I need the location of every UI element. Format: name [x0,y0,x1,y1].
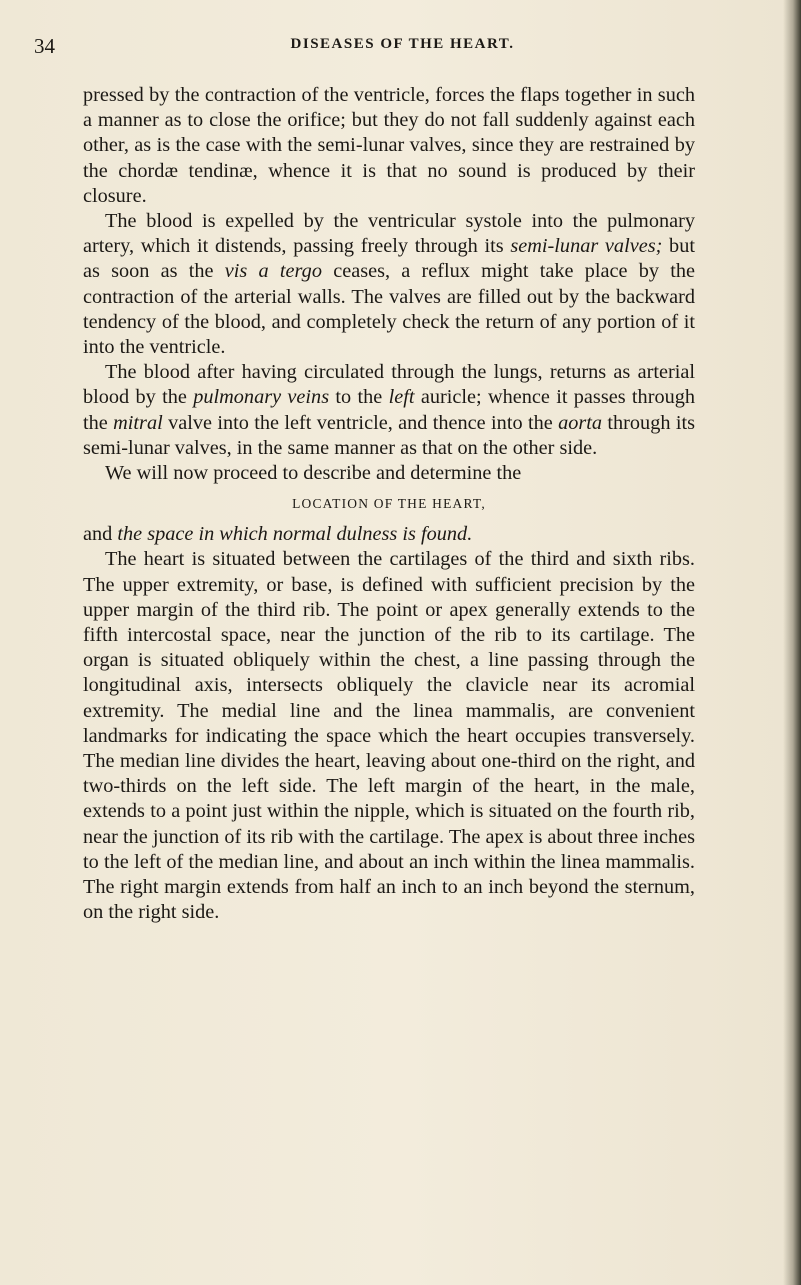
paragraph-2 [83,209,695,360]
paragraph-3-italic-4: aorta [558,411,603,434]
paragraph-5 [83,522,695,547]
paragraph-2-text-a: The blood is expelled by the ventricular systole into the pulmonary artery, which it distends, passing freely through its [83,210,695,258]
paragraph-2-italic-1: semi-lunar valves; [510,235,663,258]
paragraph-2-italic-2: vis a tergo [224,260,322,283]
paragraph-3-italic-3: mitral [113,411,163,434]
paragraph-4: We will now proceed to describe and determine the [105,462,522,485]
page-body [83,83,695,926]
section-heading: LOCATION OF THE HEART, [292,496,486,512]
paragraph-3-text-a: The blood after having circulated through the lungs, returns as arterial blood by the [83,361,695,409]
paragraph-5-text-a: and [83,523,118,546]
paragraph-3-italic-1: pulmonary veins [193,386,330,409]
paragraph-3-text-c: auricle; whence it passes through the [83,386,696,434]
paragraph-3 [83,360,695,461]
paragraph-3-italic-2: left [388,386,415,409]
paragraph-2-text-b: but as soon as the [83,235,695,283]
paragraph-1: pressed by the contraction of the ventricle, forces the flaps together in such a manner as to close the orifice; but they do not fall suddenly against each other, as is the case with the semi-lunar valves, since they are restrained by the chordæ tendinæ, whence it is that no sound is produced by their closure. [83,84,695,207]
paragraph-3-text-b: to the [329,386,389,409]
paragraph-3-text-e: through its semi-lunar valves, in the same manner as that on the other side. [83,411,695,459]
running-head: DISEASES OF THE HEART. [290,36,515,52]
page-number: 34 [34,34,55,58]
paragraph-3-text-d: valve into the left ventricle, and thence into the [162,411,559,434]
paragraph-5-italic-1: the space in which normal dulness is found. [117,523,473,546]
page-header [34,34,741,60]
paragraph-6: The heart is situated between the cartilages of the third and sixth ribs. The upper extremity, or base, is defined with sufficient precision by the upper margin of the third rib. The point or apex generally extends to the fifth intercostal space, near the junction of the rib to its cartilage. The organ is situated obliquely within the chest, a line passing through the longitudinal axis, intersects obliquely the clavicle near its acromial extremity. The medial line and the linea mammalis, are convenient landmarks for indicating the space which the heart occupies transversely. The median line divides the heart, leaving about one-third on the right, and two-thirds on the left side. The left margin of the heart, in the male, extends to a point just within the nipple, which is situated on the fourth rib, near the junction of its rib with the cartilage. The apex is about three inches to the left of the median line, and about an inch within the linea mammalis. The right margin extends from half an inch to an inch beyond the sternum, on the right side. [83,548,695,924]
binding-shadow [783,0,801,1285]
paragraph-2-text-c: ceases, a reflux might take place by the contraction of the arterial walls. The valves are filled out by the backward tendency of the blood, and completely check the return of any portion of it into the ventricle. [83,260,695,359]
